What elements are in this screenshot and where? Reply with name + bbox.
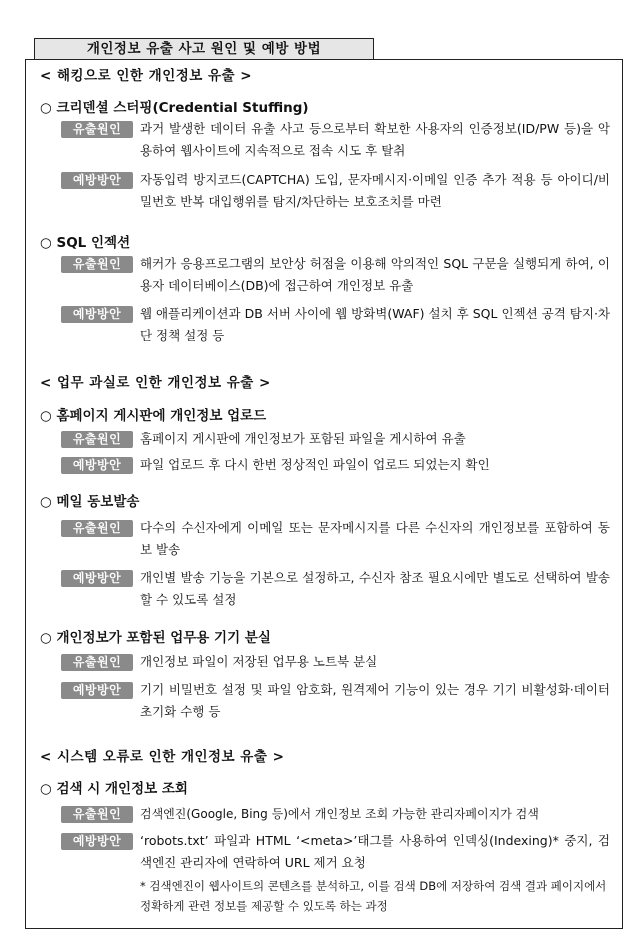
- cause-badge: 유출원인: [61, 431, 133, 448]
- prevent-text: 웹 애플리케이션과 DB 서버 사이에 웹 방화벽(WAF) 설치 후 SQL 인젝션 공격 탐지·차단 정책 설정 등: [140, 306, 610, 343]
- item-title-sql-injection: ○ SQL 인젝션: [40, 235, 131, 251]
- item-title-search-exposure: ○ 검색 시 개인정보 조회: [40, 781, 188, 797]
- prevent-badge: 예방방안: [61, 833, 133, 850]
- prevent-text: 기기 비밀번호 설정 및 파일 암호화, 원격제어 기능이 있는 경우 기기 비활성화·데이터 초기화 수행 등: [140, 682, 610, 719]
- cause-badge: 유출원인: [61, 121, 133, 138]
- cause-text: 과거 발생한 데이터 유출 사고 등으로부터 확보한 사용자의 인증정보(ID/PW 등)을 악용하여 웹사이트에 지속적으로 접속 시도 후 탈취: [140, 121, 610, 158]
- section-heading-negligence: < 업무 과실로 인한 개인정보 유출 >: [40, 375, 271, 391]
- item-title-board-upload: ○ 홈페이지 게시판에 개인정보 업로드: [40, 408, 267, 424]
- prevent-badge: 예방방안: [61, 172, 133, 189]
- footnote: * 검색엔진이 웹사이트의 콘텐츠를 분석하고, 이를 검색 DB에 저장하여 검색 결과 페이지에서 정확하게 관련 정보를 제공할 수 있도록 하는 과정: [140, 879, 607, 913]
- prevent-badge: 예방방안: [61, 306, 133, 323]
- prevent-badge: 예방방안: [61, 457, 133, 474]
- prevent-badge: 예방방안: [61, 682, 133, 699]
- cause-text: 해커가 응용프로그램의 보안상 허점을 이용해 악의적인 SQL 구문을 실행되게 하여, 이용자 데이터베이스(DB)에 접근하여 개인정보 유출: [140, 256, 610, 293]
- prevent-text: 파일 업로드 후 다시 한번 정상적인 파일이 업로드 되었는지 확인: [140, 457, 490, 472]
- prevent-text: 개인별 발송 기능을 기본으로 설정하고, 수신자 참조 필요시에만 별도로 선택하여 발송할 수 있도록 설정: [140, 570, 610, 607]
- item-title-credential-stuffing: ○ 크리덴셜 스터핑(Credential Stuffing): [40, 100, 309, 116]
- cause-text: 검색엔진(Google, Bing 등)에서 개인정보 조회 가능한 관리자페이지가 검색: [140, 807, 539, 821]
- page-title: 개인정보 유출 사고 원인 및 예방 방법: [34, 38, 374, 60]
- cause-badge: 유출원인: [61, 806, 133, 823]
- prevent-badge: 예방방안: [61, 570, 133, 587]
- item-title-device-loss: ○ 개인정보가 포함된 업무용 기기 분실: [40, 630, 271, 646]
- cause-text: 홈페이지 게시판에 개인정보가 포함된 파일을 게시하여 유출: [140, 431, 466, 446]
- cause-text: 개인정보 파일이 저장된 업무용 노트북 분실: [140, 654, 378, 669]
- item-title-mass-mail: ○ 메일 동보발송: [40, 494, 140, 510]
- prevent-text: ‘robots.txt’ 파일과 HTML ‘<meta>’태그를 사용하여 인덱싱(Indexing)* 중지, 검색엔진 관리자에 연락하여 URL 제거 요청: [140, 833, 610, 870]
- cause-badge: 유출원인: [61, 654, 133, 671]
- cause-badge: 유출원인: [61, 520, 133, 537]
- section-heading-hacking: < 해킹으로 인한 개인정보 유출 >: [40, 68, 253, 84]
- cause-text: 다수의 수신자에게 이메일 또는 문자메시지를 다른 수신자의 개인정보를 포함하여 동보 발송: [140, 520, 610, 557]
- section-heading-system-error: < 시스템 오류로 인한 개인정보 유출 >: [40, 749, 285, 765]
- prevent-text: 자동입력 방지코드(CAPTCHA) 도입, 문자메시지·이메일 인증 추가 적용 등 아이디/비밀번호 반복 대입행위를 탐지/차단하는 보호조치를 마련: [140, 172, 610, 209]
- cause-badge: 유출원인: [61, 256, 133, 273]
